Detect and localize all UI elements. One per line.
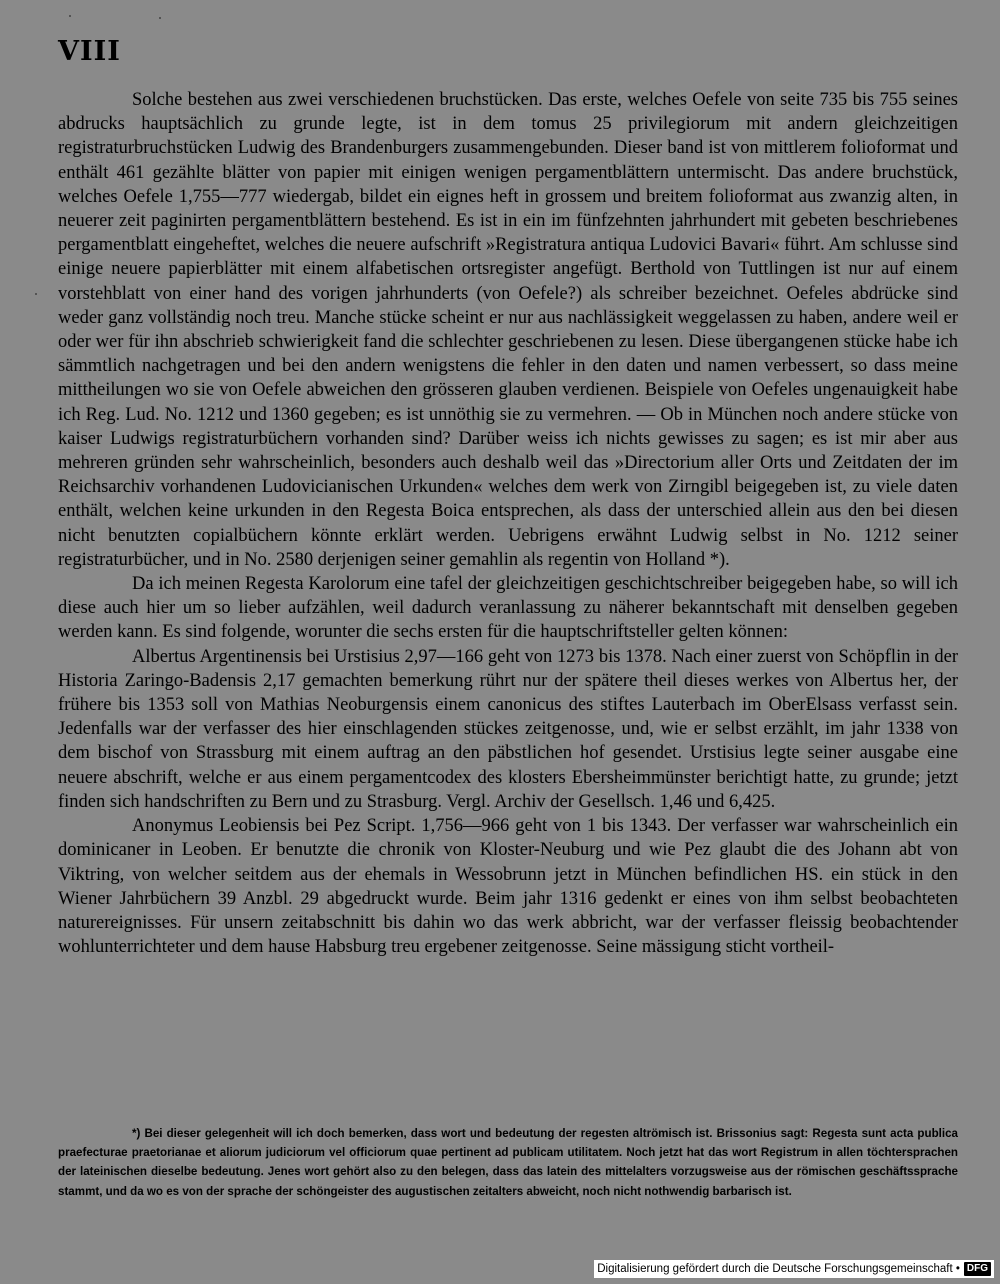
paragraph-albertus-argentinensis: Albertus Argentinensis bei Urstisius 2,97—166 geht von 1273 bis 1378. Nach einer zuerst von Schöpflin in der Historia Zaringo-Badensis 2,17 gemachten bemerkung rührt nur der spätere theil dieses werkes von Albertus her, der frühere bis 1353 soll von Mathias Neoburgensis einem canonicus des stiftes Lauterbach im OberElsass verfasst sein. Jedenfalls war der verfasser des hier einschlagenden stückes zeitgenosse, und, wie er selbst erzählt, im jahr 1338 von dem bischof von Strassburg mit einem auftrag an den päbstlichen hof gesendet. Urstisius legte seiner ausgabe eine neuere abschrift, welche er aus einem pergamentcodex des klosters Ebersheimmünster berichtigt hatte, zu grunde; jetzt finden sich handschriften zu Bern und zu Strasburg. Vergl. Archiv der Gesellsch. 1,46 und 6,425.	[58, 646, 958, 812]
paragraph-anonymus-leobiensis: Anonymus Leobiensis bei Pez Script. 1,756—966 geht von 1 bis 1343. Der verfasser war wahrscheinlich ein dominicaner in Leoben. Er benutzte die chronik von Kloster-Neuburg und wie Pez glaubt die des Johann abt von Viktring, von welcher seitdem aus der ehemals in Wessobrunn jetzt in München befindlichen HS. ein stück in den Wiener Jahrbüchern 39 Anzbl. 29 abgedruckt wurde. Beim jahr 1316 gedenkt er eines von ihm selbst beobachteten naturereignisses. Für unsern zeitabschnitt bis dahin wo das werk abbricht, war der verfasser fleissig beobachtender wohlunterrichteter und dem hause Habsburg treu ergebener zeitgenosse. Seine mässigung sticht vortheil-	[58, 816, 958, 958]
credit-text: Digitalisierung gefördert durch die Deutsche Forschungsgemeinschaft •	[597, 1263, 960, 1275]
scan-speck	[159, 17, 161, 19]
page-number: VIII	[58, 36, 121, 67]
dfg-logo: DFG	[964, 1262, 991, 1276]
footnote: *) Bei dieser gelegenheit will ich doch bemerken, dass wort und bedeutung der regesten altrömisch ist. Brissonius sagt: Regesta sunt acta publica praefecturae praetorianae et aliorum judiciorum vel officiorum quae pertinent ad publicam utilitatem. Noch jetzt hat das wort Registrum in allen töchtersprachen der lateinischen dieselbe bedeutung. Jenes wort gehört also zu den belegen, dass das latein des mittelalters vorzugsweise aus der römischen geschäftssprache stammt, und da wo es von der sprache der schöngeister des augustischen zeitalters abweicht, noch nicht nothwendig barbarisch ist.	[58, 1127, 958, 1198]
paragraph-registraturbuecher: Solche bestehen aus zwei verschiedenen bruchstücken. Das erste, welches Oefele von seite 735 bis 755 seines abdrucks hauptsächlich zu grunde legte, ist in dem tomus 25 privilegiorum mit andern gleichzeitigen registraturbruchstücken Ludwig des Brandenburgers zusammengebunden. Dieser band ist von mittlerem folioformat und enthält 461 gezählte blätter von papier mit einigen wenigen pergamentblättern untermischt. Das andere bruchstück, welches Oefele 1,755—777 wiedergab, bildet ein eignes heft in grossem und breitem folioformat aus zwanzig alten, in neuerer zeit paginirten pergamentblättern bestehend. Es ist in ein im fünfzehnten jahrhundert mit gebeten beschriebenes pergamentblatt eingeheftet, welches die neuere aufschrift »Registratura antiqua Ludovici Bavari« führt. Am schlusse sind einige neuere papierblätter mit einem alfabetischen ortsregister angefügt. Berthold von Tuttlingen ist nur auf einem vorstehblatt von einer hand des vorigen jahrhunderts (von Oefele?) als schreiber bezeichnet. Oefeles abdrücke sind weder ganz vollständig noch treu. Manche stücke scheint er nur aus nachlässigkeit weggelassen zu haben, andere weil er oder wer für ihn abschrieb schwierigkeit fand die schlechter geschriebenen zu lesen. Diese übergangenen stücke habe ich sämmtlich nachgetragen und bei den andern wenigstens die fehler in den daten und namen verbessert, so dass meine mittheilungen wo sie von Oefele abweichen den grösseren glauben verdienen. Beispiele von Oefeles ungenauigkeit habe ich Reg. Lud. No. 1212 und 1360 gegeben; es ist unnöthig sie zu vermehren. — Ob in München noch andere stücke von kaiser Ludwigs registraturbüchern vorhanden sind? Darüber weiss ich nichts gewisses zu sagen; es ist mir aber aus mehreren gründen sehr wahrscheinlich, besonders auch deshalb weil das »Directorium aller Orts und Zeitdaten der im Reichsarchiv vorhandenen Ludovicianischen Urkunden« welches dem werk von Zirngibl beigegeben ist, zu viele daten enthält, welchen keine urkunden in den Regesta Boica entsprechen, als dass der unterschied allein aus den bei diesen nicht benutzten copialbüchern könnte erklärt werden. Uebrigens erwähnt Ludwig selbst in No. 1212 seiner registraturbücher, und in No. 2580 derjenigen seiner gemahlin als regentin von Holland *).	[58, 90, 958, 570]
paragraph-geschichtschreiber-intro: Da ich meinen Regesta Karolorum eine tafel der gleichzeitigen geschichtschreiber beigegeben habe, so will ich diese auch hier um so lieber aufzählen, weil dadurch veranlassung zu näherer bekanntschaft mit denselben gegeben werden kann. Es sind folgende, worunter die sechs ersten für die hauptschriftsteller gelten können:	[58, 574, 958, 643]
scan-speck	[69, 15, 71, 17]
scan-speck	[35, 293, 37, 295]
